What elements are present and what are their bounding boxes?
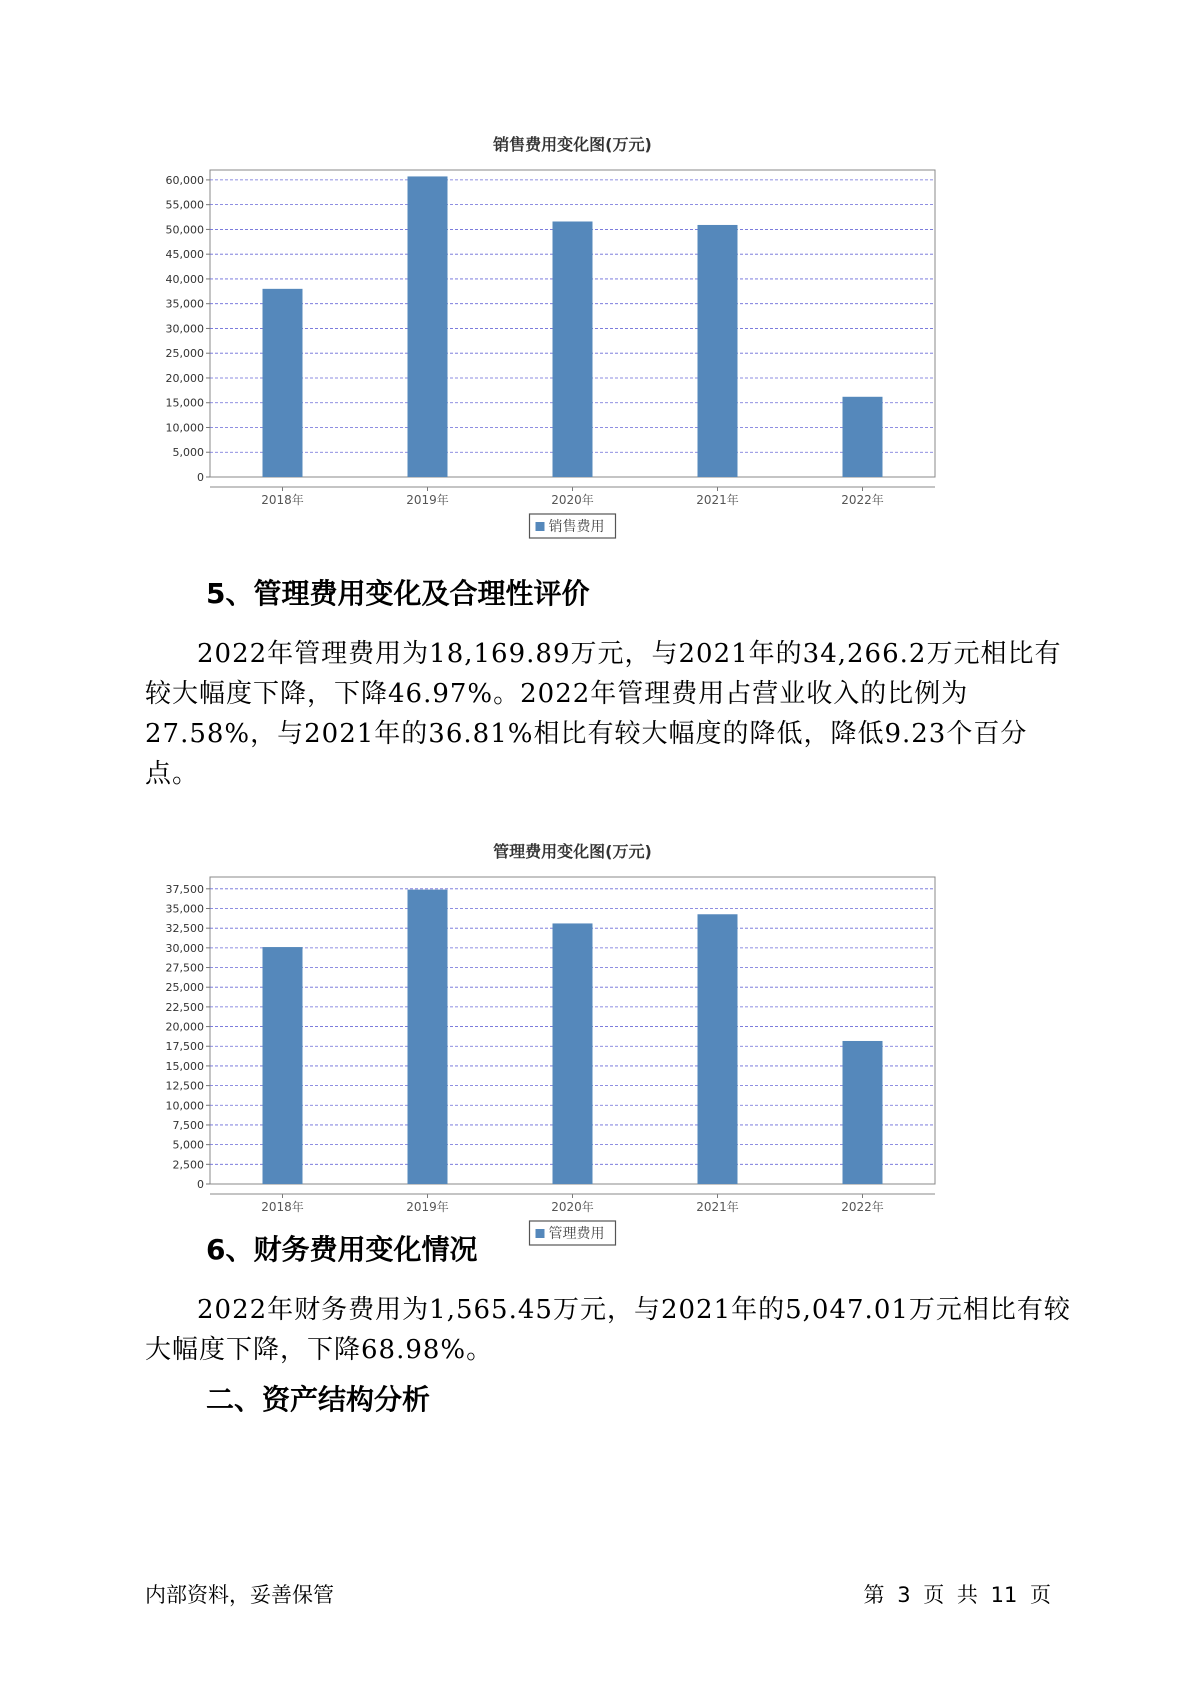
y-tick-label: 22,500 — [165, 1000, 204, 1014]
y-tick-label: 17,500 — [165, 1040, 204, 1054]
x-tick-label: 2020年 — [551, 1200, 594, 1214]
y-tick-label: 25,000 — [165, 981, 204, 995]
x-tick-label: 2020年 — [551, 493, 594, 507]
y-tick-label: 27,500 — [165, 961, 204, 975]
y-tick-label: 12,500 — [165, 1079, 204, 1093]
y-tick-label: 35,000 — [165, 902, 204, 916]
chart-title: 销售费用变化图(万元) — [493, 135, 652, 154]
section-5-heading: 5、管理费用变化及合理性评价 — [206, 577, 590, 610]
y-tick-label: 5,000 — [172, 1138, 204, 1152]
legend-swatch — [536, 1229, 545, 1238]
bar — [553, 221, 593, 477]
x-tick-label: 2021年 — [696, 493, 739, 507]
x-tick-label: 2022年 — [841, 1200, 884, 1214]
y-tick-label: 60,000 — [165, 173, 204, 187]
y-tick-label: 7,500 — [172, 1118, 204, 1132]
legend-swatch — [536, 522, 545, 531]
section-5-text: 2022年管理费用为18,169.89万元，与2021年的34,266.2万元相比有较大幅度下降，下降46.97%。2022年管理费用占营业收入的比例为27.58%，与2021年的36.81%相比有较大幅度的降低，降低9.23个百分点。 — [145, 639, 1062, 789]
y-tick-label: 15,000 — [165, 1059, 204, 1073]
bar — [408, 176, 448, 477]
legend-label: 销售费用 — [548, 519, 605, 535]
x-tick-label: 2019年 — [406, 493, 449, 507]
legend-label: 管理费用 — [548, 1226, 605, 1242]
x-tick-label: 2022年 — [841, 493, 884, 507]
y-tick-label: 50,000 — [165, 223, 204, 237]
x-tick-label: 2021年 — [696, 1200, 739, 1214]
bar — [263, 289, 303, 477]
x-tick-label: 2018年 — [261, 493, 304, 507]
y-tick-label: 37,500 — [165, 882, 204, 896]
y-tick-label: 20,000 — [165, 1020, 204, 1034]
bar — [408, 890, 448, 1184]
bar — [553, 923, 593, 1184]
sales-expense-chart — [150, 130, 1020, 590]
y-tick-label: 2,500 — [172, 1158, 204, 1172]
y-tick-label: 30,000 — [165, 941, 204, 955]
y-tick-label: 30,000 — [165, 322, 204, 336]
bar — [843, 1041, 883, 1184]
bar — [698, 225, 738, 477]
y-tick-label: 40,000 — [165, 272, 204, 286]
admin-expense-chart — [150, 837, 1020, 1297]
y-tick-label: 10,000 — [165, 421, 204, 435]
bar — [698, 914, 738, 1184]
y-tick-label: 0 — [197, 1178, 204, 1191]
admin-expense-chart-svg — [150, 837, 1020, 1297]
y-tick-label: 5,000 — [172, 446, 204, 460]
y-tick-label: 20,000 — [165, 371, 204, 385]
section-6-heading: 6、财务费用变化情况 — [206, 1233, 478, 1266]
y-tick-label: 10,000 — [165, 1099, 204, 1113]
footer-confidential-note: 内部资料，妥善保管 — [145, 1583, 334, 1607]
section-6-text: 2022年财务费用为1,565.45万元，与2021年的5,047.01万元相比有较大幅度下降，下降68.98%。 — [145, 1295, 1071, 1365]
x-tick-label: 2019年 — [406, 1200, 449, 1214]
bar — [843, 397, 883, 477]
footer-page-number: 第 3 页 共 11 页 — [863, 1583, 1051, 1607]
y-tick-label: 35,000 — [165, 297, 204, 311]
y-tick-label: 0 — [197, 471, 204, 484]
y-tick-label: 32,500 — [165, 922, 204, 936]
sales-expense-chart-svg — [150, 130, 1020, 590]
y-tick-label: 55,000 — [165, 198, 204, 212]
x-tick-label: 2018年 — [261, 1200, 304, 1214]
section-2-heading: 二、资产结构分析 — [206, 1383, 431, 1416]
bar — [263, 947, 303, 1184]
chart-title: 管理费用变化图(万元) — [493, 842, 652, 861]
y-tick-label: 15,000 — [165, 396, 204, 410]
y-tick-label: 45,000 — [165, 248, 204, 262]
y-tick-label: 25,000 — [165, 347, 204, 361]
